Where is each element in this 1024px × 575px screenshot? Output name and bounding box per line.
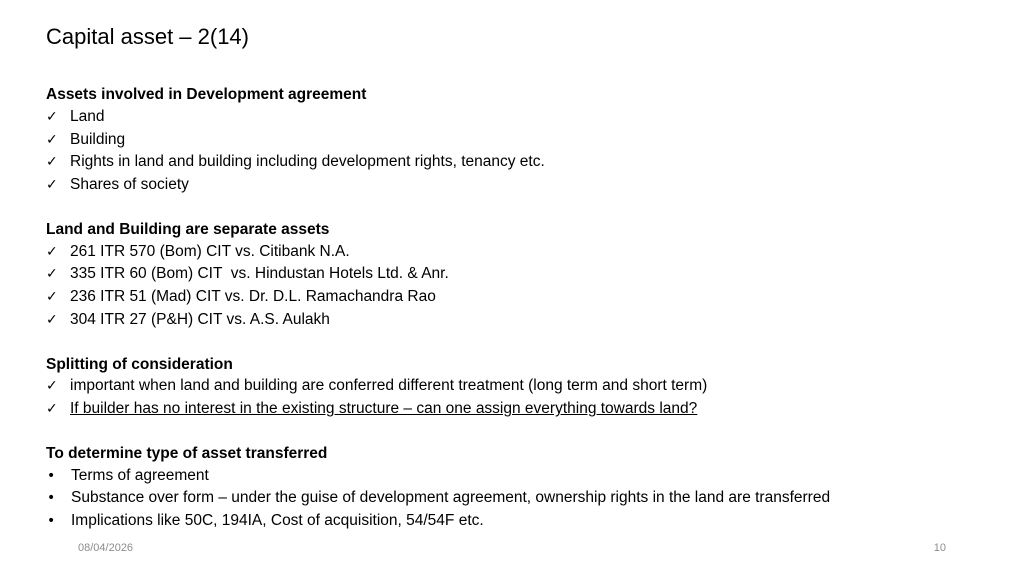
check-icon: ✓	[46, 154, 58, 171]
bullet-icon: •	[47, 490, 56, 507]
check-icon: ✓	[46, 289, 58, 306]
check-icon: ✓	[46, 311, 58, 328]
list-item-text: 236 ITR 51 (Mad) CIT vs. Dr. D.L. Ramachandra Rao	[70, 288, 436, 306]
list-item-text: Rights in land and building including development rights, tenancy etc.	[70, 153, 545, 171]
section-heading: Splitting of consideration	[46, 355, 233, 373]
list-item	[46, 398, 986, 421]
section-separate-assets	[46, 219, 986, 332]
list-item-text: Implications like 50C, 194IA, Cost of acquisition, 54/54F etc.	[71, 512, 484, 530]
check-icon: ✓	[46, 108, 58, 125]
list-item	[46, 375, 986, 398]
check-icon: ✓	[46, 177, 58, 194]
slide-title: Capital asset – 2(14)	[46, 24, 249, 49]
list-item-text-underlined: If builder has no interest in the existing structure – can one assign everything towards land?	[70, 400, 698, 418]
list-item	[46, 106, 986, 129]
list-item	[46, 263, 986, 286]
list-item	[46, 309, 986, 332]
section-asset-type	[46, 443, 986, 533]
check-icon: ✓	[46, 131, 58, 148]
bullet-icon: •	[47, 467, 56, 484]
list-item-text: Substance over form – under the guise of development agreement, ownership rights in the land are transferred	[71, 489, 831, 507]
list-item	[46, 241, 986, 264]
check-icon: ✓	[46, 401, 58, 418]
check-icon: ✓	[46, 266, 58, 283]
list-item	[46, 174, 986, 197]
list-item-text: Terms of agreement	[71, 466, 209, 484]
list-item-text: important when land and building are conferred different treatment (long term and short term)	[70, 377, 708, 395]
list-item	[46, 510, 986, 533]
list-item	[46, 151, 986, 174]
list-item-text: Shares of society	[70, 176, 189, 194]
section-heading: Land and Building are separate assets	[46, 220, 330, 238]
list-item	[46, 286, 986, 309]
section-heading: To determine type of asset transferred	[46, 444, 328, 462]
list-item	[46, 487, 986, 510]
list-item-text: 304 ITR 27 (P&H) CIT vs. A.S. Aulakh	[70, 310, 330, 328]
section-development-assets	[46, 84, 986, 197]
list-item-text: Land	[70, 107, 105, 125]
slide-content	[46, 84, 986, 533]
list-item	[46, 465, 986, 488]
bullet-icon: •	[47, 513, 56, 530]
section-heading: Assets involved in Development agreement	[46, 86, 367, 103]
list-item-text: 335 ITR 60 (Bom) CIT vs. Hindustan Hotels Ltd. & Anr.	[70, 265, 449, 283]
list-item	[46, 129, 986, 152]
footer-date: 08/04/2026	[78, 542, 134, 554]
section-splitting-consideration	[46, 354, 986, 421]
check-icon: ✓	[46, 378, 58, 395]
page-number: 10	[933, 542, 946, 554]
check-icon: ✓	[46, 243, 58, 260]
list-item-text: Building	[70, 130, 126, 148]
list-item-text: 261 ITR 570 (Bom) CIT vs. Citibank N.A.	[70, 242, 350, 260]
